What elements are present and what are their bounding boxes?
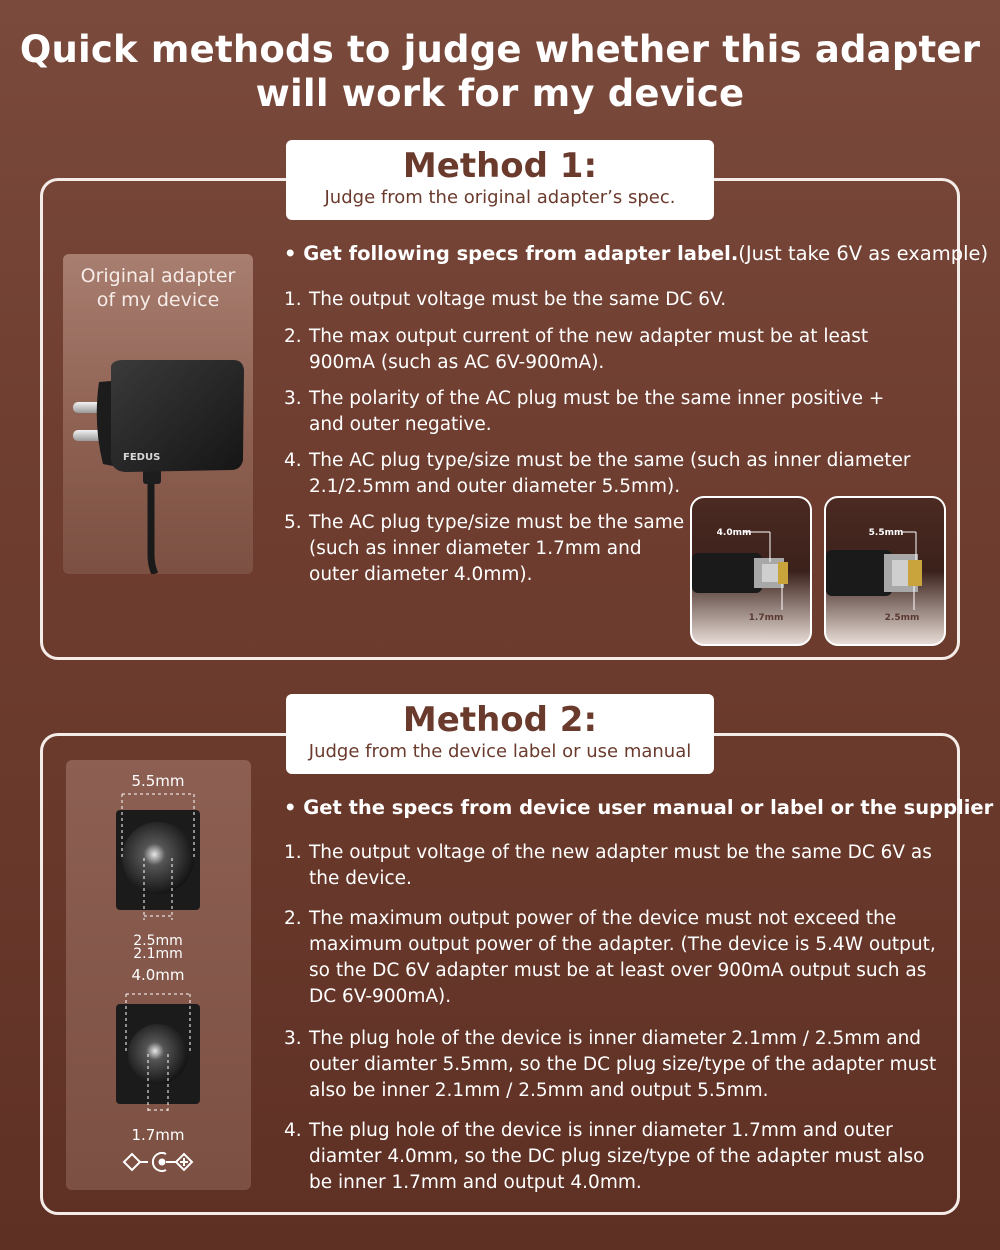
method-1-bullet-bold: • Get following specs from adapter label. [284,242,739,265]
plug-photo-4mm [690,496,812,646]
original-adapter-card [63,254,253,574]
item-text: The output voltage of the new adapter must be the same DC 6V as the device. [309,842,932,889]
jack-b-outer-label: 4.0mm [131,966,185,984]
item-text: The max output current of the new adapter must be at least 900mA (such as AC 6V-900mA). [309,326,869,373]
adapter-brand-label: FEDUS [123,452,161,463]
method-1-item [284,386,904,438]
method-1-title: Method 1: [402,146,598,186]
item-number: 4. [284,450,302,471]
dc-plug-icon [826,498,946,646]
item-text: The plug hole of the device is inner diameter 1.7mm and outer diamter 4.0mm, so the DC plug size/type of the adapter must also be inner 1.7mm and output 4.0mm. [309,1120,925,1193]
jack-b-inner-label: 1.7mm [131,1126,185,1144]
item-number: 4. [284,1120,302,1141]
method-2-subtitle: Judge from the device label or use manual [308,741,692,762]
item-text: The AC plug type/size must be the same (such as inner diameter 1.7mm and outer diameter 4.0mm). [309,512,685,585]
item-number: 1. [284,842,302,863]
item-text: The polarity of the AC plug must be the same inner positive + and outer negative. [309,388,885,435]
method-2-tag [286,694,714,774]
method-2-item [284,906,952,1010]
item-number: 3. [284,1028,302,1049]
photo-a-outer-label: 4.0mm [716,528,752,538]
method-1-tag [286,140,714,220]
item-text: The maximum output power of the device must not exceed the maximum output power of the adapter. (The device is 5.4W output, so the DC 6V adapter must be at least over 900mA output such as DC 6V-900mA). [309,908,936,1007]
photo-a-inner-label: 1.7mm [748,613,784,623]
photo-b-outer-label: 5.5mm [868,528,904,538]
photo-b-inner-label: 2.5mm [884,613,920,623]
method-2-item [284,1118,952,1196]
jack-a-inner-1-label: 2.5mm [133,933,183,949]
jack-a-outer-label: 5.5mm [131,772,185,790]
method-2-title: Method 2: [402,700,598,740]
item-number: 1. [284,289,302,310]
polarity-symbol-icon [124,1153,192,1171]
caption-line-1: Original adapter [80,265,236,287]
item-number: 5. [284,512,302,533]
plug-photo-5-5mm [824,496,946,646]
method-1-bullet-plain: (Just take 6V as example) [738,242,989,265]
method-1-subtitle: Judge from the original adapter’s spec. [324,187,676,208]
caption-line-2: of my device [96,289,220,311]
item-number: 2. [284,908,302,929]
jack-a-inner-2-label: 2.1mm [133,946,183,962]
method-1-bullet [284,241,988,267]
method-2-item [284,1026,952,1104]
device-jack-card [66,760,251,1190]
item-text: The AC plug type/size must be the same (such as inner diameter 2.1/2.5mm and outer diameter 5.5mm). [309,450,911,497]
headline-line-2: will work for my device [255,72,745,115]
method-2-bullet: • Get the specs from device user manual or label or the supplier [284,796,994,819]
headline-line-1: Quick methods to judge whether this adapter [19,28,981,71]
item-text: The output voltage must be the same DC 6V. [309,289,727,310]
method-1-item [284,510,689,588]
item-text: The plug hole of the device is inner diameter 2.1mm / 2.5mm and outer diamter 5.5mm, so the DC plug size/type of the adapter must also be inner 2.1mm / 2.5mm and output 5.5mm. [309,1028,937,1101]
adapter-illustration-icon [63,254,253,574]
item-number: 3. [284,388,302,409]
dc-plug-icon [692,498,812,646]
page-headline [0,28,1000,116]
dc-jack-diagram-icon [66,760,251,1190]
item-number: 2. [284,326,302,347]
method-1-item [284,287,944,313]
method-1-item [284,324,904,376]
method-1-item [284,448,934,500]
method-2-item [284,840,944,892]
